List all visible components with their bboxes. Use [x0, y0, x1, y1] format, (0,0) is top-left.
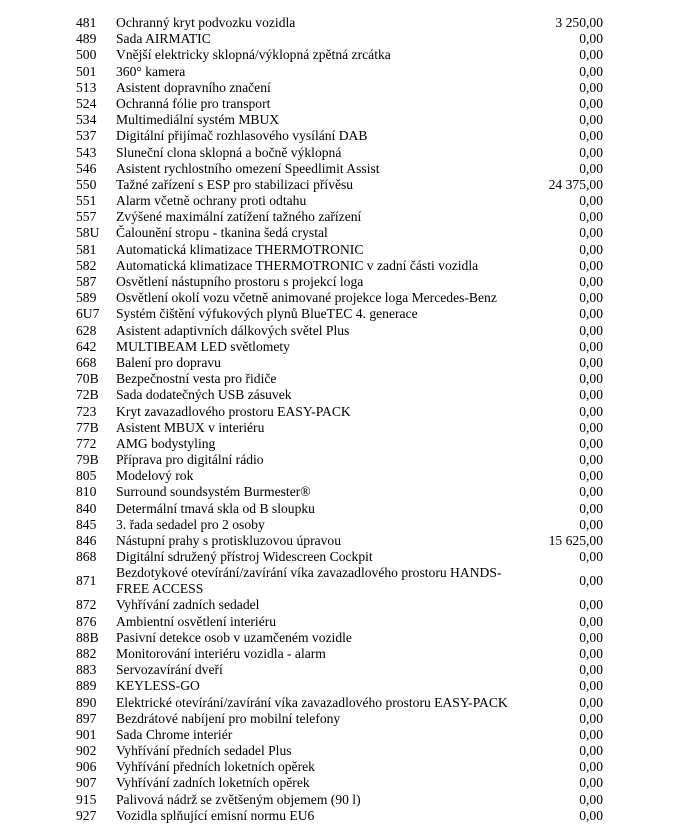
table-row — [0, 597, 677, 613]
option-code: 77B — [76, 419, 99, 435]
table-row — [0, 355, 677, 371]
option-description: Vyhřívání zadních sedadel — [116, 597, 260, 613]
option-description: Automatická klimatizace THERMOTRONIC v zadní části vozidla — [116, 257, 479, 273]
option-price: 0,00 — [579, 573, 603, 589]
table-row — [0, 436, 677, 452]
option-price: 0,00 — [579, 354, 603, 370]
option-description: MULTIBEAM LED světlomety — [116, 338, 290, 354]
equipment-list — [0, 15, 677, 824]
option-code: 88B — [76, 629, 99, 645]
option-description: Nástupní prahy s protiskluzovou úpravou — [116, 533, 342, 548]
option-code: 915 — [76, 791, 97, 807]
table-row — [0, 727, 677, 743]
option-description: Surround soundsystém Burmester® — [116, 484, 311, 500]
option-price: 24 375,00 — [548, 176, 603, 192]
option-price: 0,00 — [579, 257, 603, 273]
option-description: AMG bodystyling — [116, 435, 216, 451]
option-description: 360° kamera — [116, 63, 186, 79]
table-row — [0, 225, 677, 241]
option-description: Asistent adaptivních dálkových světel Plus — [116, 322, 350, 338]
option-code: 557 — [76, 209, 97, 225]
option-description: Palivová nádrž se zvětšeným objemem (90 l) — [116, 791, 361, 807]
option-price: 0,00 — [579, 710, 603, 726]
table-row — [0, 743, 677, 759]
option-code: 668 — [76, 354, 97, 370]
option-price: 0,00 — [579, 225, 603, 241]
option-description: Digitální přijímač rozhlasového vysílání DAB — [116, 128, 368, 144]
table-row — [0, 420, 677, 436]
option-description: Sada dodatečných USB zásuvek — [116, 387, 292, 403]
option-code: 551 — [76, 193, 97, 209]
option-description: Bezpečnostní vesta pro řidiče — [116, 371, 277, 387]
table-row — [0, 339, 677, 355]
option-price: 0,00 — [579, 322, 603, 338]
option-description: Osvětlení okolí vozu včetně animované projekce loga Mercedes-Benz — [116, 290, 497, 306]
option-price: 0,00 — [579, 63, 603, 79]
option-description: Příprava pro digitální rádio — [116, 452, 264, 468]
table-row — [0, 630, 677, 646]
option-price: 0,00 — [579, 743, 603, 759]
option-code: 58U — [76, 225, 100, 241]
option-description: Vnější elektricky sklopná/výklopná zpětná zrcátka — [116, 47, 391, 63]
option-code: 582 — [76, 257, 97, 273]
option-description: Osvětlení nástupního prostoru s projekcí loga — [116, 274, 364, 289]
option-code: 876 — [76, 613, 97, 629]
option-description: Vozidla splňující emisní normu EU6 — [116, 807, 315, 823]
option-code: 889 — [76, 678, 97, 694]
option-code: 79B — [76, 452, 99, 468]
option-code: 543 — [76, 144, 97, 160]
table-row — [0, 678, 677, 694]
option-price: 0,00 — [579, 79, 603, 95]
option-code: 587 — [76, 274, 97, 289]
option-price: 0,00 — [579, 435, 603, 451]
option-description: Modelový rok — [116, 468, 194, 484]
option-price: 0,00 — [579, 128, 603, 144]
option-code: 890 — [76, 694, 97, 710]
option-price: 0,00 — [579, 645, 603, 661]
option-price: 0,00 — [579, 387, 603, 403]
option-code: 871 — [76, 573, 97, 589]
option-code: 883 — [76, 662, 97, 678]
table-row — [0, 646, 677, 662]
option-code: 902 — [76, 743, 97, 759]
table-row — [0, 565, 677, 597]
option-description: Bezdrátové nabíjení pro mobilní telefony — [116, 710, 341, 726]
table-row — [0, 274, 677, 290]
option-code: 537 — [76, 128, 97, 144]
table-row — [0, 452, 677, 468]
option-code: 927 — [76, 807, 97, 823]
table-row — [0, 31, 677, 47]
table-row — [0, 517, 677, 533]
option-code: 6U7 — [76, 306, 100, 322]
option-price: 0,00 — [579, 726, 603, 742]
table-row — [0, 161, 677, 177]
option-description: Kryt zavazadlového prostoru EASY-PACK — [116, 403, 351, 419]
option-description: Zvýšené maximální zatížení tažného zařízení — [116, 209, 362, 225]
option-price: 0,00 — [579, 144, 603, 160]
table-row — [0, 128, 677, 144]
option-code: 872 — [76, 597, 97, 613]
option-price: 0,00 — [579, 516, 603, 532]
table-row — [0, 484, 677, 500]
option-price: 0,00 — [579, 484, 603, 500]
option-code: 581 — [76, 241, 97, 257]
option-code: 810 — [76, 484, 97, 500]
table-row — [0, 662, 677, 678]
option-code: 772 — [76, 435, 97, 451]
option-description: Ochranná fólie pro transport — [116, 95, 271, 111]
option-code: 550 — [76, 176, 97, 192]
option-code: 500 — [76, 47, 97, 63]
option-code: 524 — [76, 95, 97, 111]
option-price: 0,00 — [579, 47, 603, 63]
option-code: 628 — [76, 322, 97, 338]
table-row — [0, 371, 677, 387]
option-description: Sada AIRMATIC — [116, 31, 211, 47]
option-description: Vyhřívání předních loketních opěrek — [116, 759, 315, 775]
table-row — [0, 193, 677, 209]
table-row — [0, 15, 677, 31]
option-price: 0,00 — [579, 678, 603, 694]
table-row — [0, 808, 677, 824]
option-code: 897 — [76, 710, 97, 726]
table-row — [0, 468, 677, 484]
option-description: Balení pro dopravu — [116, 354, 221, 370]
option-price: 0,00 — [579, 306, 603, 322]
table-row — [0, 614, 677, 630]
option-description: Systém čištění výfukových plynů BlueTEC 4. generace — [116, 306, 418, 322]
option-price: 0,00 — [579, 31, 603, 47]
option-description: 3. řada sedadel pro 2 osoby — [116, 516, 265, 532]
option-code: 845 — [76, 516, 97, 532]
option-description: Alarm včetně ochrany proti odtahu — [116, 193, 307, 209]
table-row — [0, 759, 677, 775]
table-row — [0, 290, 677, 306]
option-price: 3 250,00 — [555, 15, 603, 30]
option-description: Sada Chrome interiér — [116, 726, 233, 742]
table-row — [0, 177, 677, 193]
option-description: Digitální sdružený přístroj Widescreen Cockpit — [116, 549, 373, 565]
option-code: 534 — [76, 112, 97, 128]
option-price: 0,00 — [579, 338, 603, 354]
table-row — [0, 47, 677, 63]
option-code: 72B — [76, 387, 99, 403]
option-price: 0,00 — [579, 209, 603, 225]
option-code: 513 — [76, 79, 97, 95]
table-row — [0, 775, 677, 791]
option-price: 0,00 — [579, 629, 603, 645]
option-code: 642 — [76, 338, 97, 354]
option-description: Asistent rychlostního omezení Speedlimit Assist — [116, 160, 380, 176]
option-description: Pasivní detekce osob v uzamčeném vozidle — [116, 629, 352, 645]
table-row — [0, 242, 677, 258]
option-price: 0,00 — [579, 452, 603, 468]
option-description: Vyhřívání zadních loketních opěrek — [116, 775, 310, 791]
option-description: Sluneční clona sklopná a bočně výklopná — [116, 144, 342, 160]
option-code: 546 — [76, 160, 97, 176]
option-description: Bezdotykové otevírání/zavírání víka zavazadlového prostoru HANDS-FREE ACCESS — [116, 565, 502, 596]
table-row — [0, 501, 677, 517]
option-price: 0,00 — [579, 775, 603, 791]
option-price: 0,00 — [579, 597, 603, 613]
option-code: 907 — [76, 775, 97, 791]
table-row — [0, 323, 677, 339]
table-row — [0, 792, 677, 808]
option-description: Ambientní osvětlení interiéru — [116, 613, 277, 629]
table-row — [0, 533, 677, 549]
table-row — [0, 64, 677, 80]
option-price: 0,00 — [579, 468, 603, 484]
option-code: 70B — [76, 371, 99, 387]
option-price: 0,00 — [579, 193, 603, 209]
option-price: 15 625,00 — [548, 533, 603, 548]
option-price: 0,00 — [579, 694, 603, 710]
option-price: 0,00 — [579, 549, 603, 565]
option-code: 805 — [76, 468, 97, 484]
option-description: Čalounění stropu - tkanina šedá crystal — [116, 225, 328, 241]
option-description: Determální tmavá skla od B sloupku — [116, 500, 315, 516]
option-price: 0,00 — [579, 112, 603, 128]
option-code: 882 — [76, 645, 97, 661]
option-code: 868 — [76, 549, 97, 565]
option-price: 0,00 — [579, 662, 603, 678]
table-row — [0, 80, 677, 96]
option-price: 0,00 — [579, 160, 603, 176]
option-code: 501 — [76, 63, 97, 79]
table-row — [0, 549, 677, 565]
option-price: 0,00 — [579, 791, 603, 807]
option-price: 0,00 — [579, 759, 603, 775]
option-price: 0,00 — [579, 419, 603, 435]
option-code: 489 — [76, 31, 97, 47]
option-description: Ochranný kryt podvozku vozidla — [116, 15, 296, 30]
table-row — [0, 711, 677, 727]
option-description: Asistent dopravního značení — [116, 79, 271, 95]
option-code: 846 — [76, 533, 97, 548]
option-price: 0,00 — [579, 500, 603, 516]
table-row — [0, 695, 677, 711]
option-code: 901 — [76, 726, 97, 742]
option-price: 0,00 — [579, 95, 603, 111]
table-row — [0, 404, 677, 420]
option-price: 0,00 — [579, 241, 603, 257]
option-code: 481 — [76, 15, 97, 30]
option-price: 0,00 — [579, 403, 603, 419]
table-row — [0, 306, 677, 322]
option-price: 0,00 — [579, 613, 603, 629]
option-description: Tažné zařízení s ESP pro stabilizaci přívěsu — [116, 176, 354, 192]
option-price: 0,00 — [579, 807, 603, 823]
option-code: 840 — [76, 500, 97, 516]
table-row — [0, 209, 677, 225]
table-row — [0, 96, 677, 112]
option-price: 0,00 — [579, 274, 603, 289]
option-description: Monitorování interiéru vozidla - alarm — [116, 645, 326, 661]
option-description: Elektrické otevírání/zavírání víka zavazadlového prostoru EASY-PACK — [116, 694, 508, 710]
option-code: 906 — [76, 759, 97, 775]
option-description: Servozavírání dveří — [116, 662, 223, 678]
option-description: Automatická klimatizace THERMOTRONIC — [116, 241, 364, 257]
option-code: 589 — [76, 290, 97, 306]
option-description: Vyhřívání předních sedadel Plus — [116, 743, 292, 759]
table-row — [0, 112, 677, 128]
option-price: 0,00 — [579, 290, 603, 306]
option-price: 0,00 — [579, 371, 603, 387]
option-description: KEYLESS-GO — [116, 678, 200, 694]
option-code: 723 — [76, 403, 97, 419]
table-row — [0, 387, 677, 403]
option-description: Multimediální systém MBUX — [116, 112, 280, 128]
table-row — [0, 145, 677, 161]
table-row — [0, 258, 677, 274]
option-description: Asistent MBUX v interiéru — [116, 419, 265, 435]
